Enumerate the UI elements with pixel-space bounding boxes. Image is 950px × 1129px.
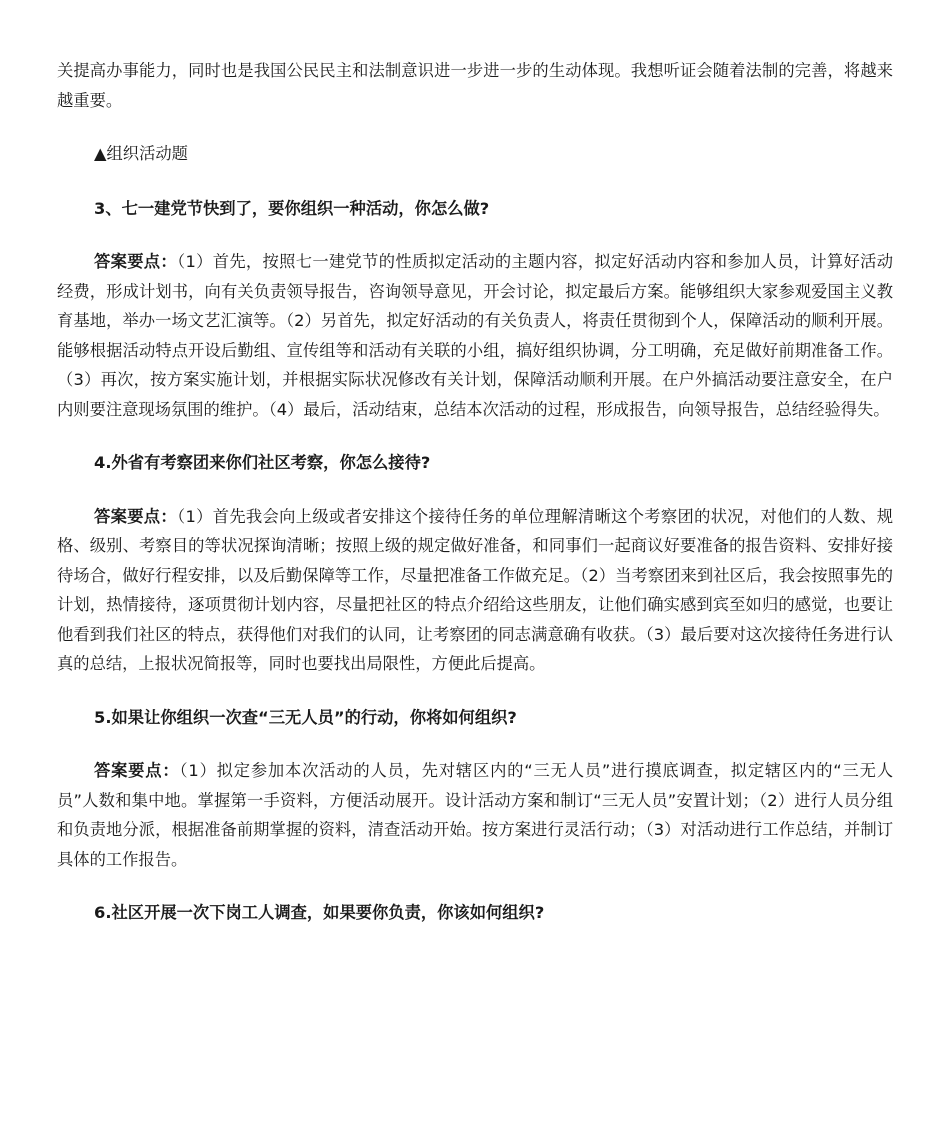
answer-text: （1）首先我会向上级或者安排这个接待任务的单位理解清晰这个考察团的状况，对他们的人数、规格、级别、考察目的等状况探询清晰；按照上级的规定做好准备，和同事们一起商议好要准备的报告资料、安排好接待场合，做好行程安排，以及后勤保障等工作，尽量把准备工作做充足。（2）当考察团来到社区后，我会按照事先的计划，热情接待，逐项贯彻计划内容，尽量把社区的特点介绍给这些朋友，让他们确实感到宾至如归的感觉，也要让他看到我们社区的特点，获得他们对我们的认同，让考察团的同志满意确有收获。（3）最后要对这次接待任务进行认真的总结，上报状况简报等，同时也要找出局限性，方便此后提高。 (57, 506, 893, 673)
answer-paragraph (57, 756, 893, 874)
answer-text: （1）首先，按照七一建党节的性质拟定活动的主题内容，拟定好活动内容和参加人员，计算好活动经费，形成计划书，向有关负责领导报告，咨询领导意见，开会讨论，拟定最后方案。能够组织大家参观爱国主义教育基地，举办一场文艺汇演等。（2）另首先，拟定好活动的有关负责人，将责任贯彻到个人，保障活动的顺利开展。能够根据活动特点开设后勤组、宣传组等和活动有关联的小组，搞好组织协调，分工明确，充足做好前期准备工作。（3）再次，按方案实施计划，并根据实际状况修改有关计划，保障活动顺利开展。在户外搞活动要注意安全，在户内则要注意现场氛围的维护。（4）最后，活动结束，总结本次活动的过程，形成报告，向领导报告，总结经验得失。 (57, 252, 893, 419)
question-title: 3、七一建党节快到了，要你组织一种活动，你怎么做? (94, 198, 490, 218)
intro-paragraph: 关提高办事能力，同时也是我国公民民主和法制意识进一步进一步的生动体现。我想听证会随着法制的完善，将越来越重要。 (57, 61, 893, 110)
answer-paragraph (57, 502, 893, 679)
answer-text: （1）拟定参加本次活动的人员，先对辖区内的“三无人员”进行摸底调查，拟定辖区内的“三无人员”人数和集中地。掌握第一手资料，方便活动展开。设计活动方案和制订“三无人员”安置计划；（2）进行人员分组和负责地分派，根据准备前期掌握的资料，清查活动开始。按方案进行灵活行动；（3）对活动进行工作总结，并制订具体的工作报告。 (57, 761, 893, 869)
answer-label: 答案要点： (94, 761, 180, 780)
document-page (57, 56, 893, 928)
answer-label: 答案要点： (94, 506, 177, 526)
answer-label: 答案要点： (94, 252, 177, 271)
question-title: 5.如果让你组织一次查“三无人员”的行动，你将如何组织? (94, 707, 517, 727)
answer-paragraph (57, 247, 893, 424)
section-tag-organize-activities: ▲组织活动题 (94, 144, 188, 163)
question-title: 4.外省有考察团来你们社区考察，你怎么接待? (94, 453, 431, 472)
question-title: 6.社区开展一次下岗工人调查，如果要你负责，你该如何组织? (94, 903, 545, 922)
